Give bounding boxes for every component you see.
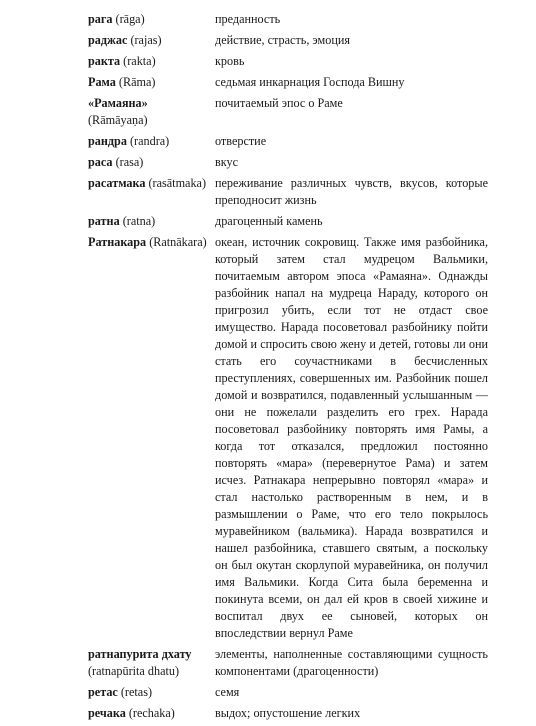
- glossary-entry: [88, 646, 488, 680]
- entry-definition: почитаемый эпос о Раме: [215, 96, 343, 110]
- term-transliteration: (randra): [129, 134, 170, 148]
- term-word: «Рамаяна»: [88, 96, 148, 110]
- glossary-entry: [88, 53, 488, 70]
- glossary-entry: [88, 154, 488, 171]
- term-word: ракта: [88, 54, 121, 68]
- entry-term: [88, 175, 215, 209]
- entry-definition: кровь: [215, 54, 245, 68]
- term-transliteration: (Rāma): [118, 75, 156, 89]
- entry-term: [88, 684, 215, 701]
- glossary-entry: [88, 11, 488, 28]
- term-word: раса: [88, 155, 113, 169]
- term-transliteration: (Rāmāyaṇa): [88, 113, 148, 127]
- entry-definition: преданность: [215, 12, 281, 26]
- term-word: расатмака: [88, 176, 146, 190]
- entry-definition: действие, страсть, эмоция: [215, 33, 351, 47]
- term-word: рага: [88, 12, 113, 26]
- glossary-entry: [88, 133, 488, 150]
- glossary-entry: [88, 213, 488, 230]
- entry-term: [88, 234, 215, 642]
- term-transliteration: (ratna): [122, 214, 156, 228]
- glossary-entry: [88, 74, 488, 91]
- entry-term: [88, 95, 215, 129]
- entry-term: [88, 213, 215, 230]
- entry-definition: седьмая инкарнация Господа Вишну: [215, 75, 405, 89]
- entry-definition: океан, источник сокровищ. Также имя разбойника, который затем стал мудрецом Вальмики, почитаемым автором эпоса «Рамаяна». Однажды разбойник напал на мудреца Нараду, которого он пригрозил убить, если тот не отдаст свое имущество. Нарада посоветовал разбойнику пойти домой и спросить свою жену и детей, готовы ли они стать его соучастниками в бесчисленных преступлениях, совершенных им. Разбойник пошел домой и возвратился, подавленный услышанным — они не пожелали разделить его грех. Нарада посоветовал разбойнику повторять имя Рамы, а когда тот отказался, предложил постоянно повторять «мара» (перевернутое Рама) и затем исчез. Ратнакара непрерывно повторял «мара» и стал настолько растворенным в нем, и в размышлении о Раме, что его тело покрылось муравейником (вальмика). Нарада возвратился и нашел разбойника, ставшего святым, а поскольку он был окутан скорлупой муравейника, он получил имя Вальмики. Когда Сита была беременна и покинута всеми, он дал ей кров в своей хижине и воспитал двух ее сыновей, которых он впоследствии вернул Раме: [215, 235, 488, 640]
- entry-term: [88, 11, 215, 28]
- glossary-entry: [88, 705, 488, 722]
- entry-term: [88, 133, 215, 150]
- term-transliteration: (rechaka): [128, 706, 175, 720]
- term-transliteration: (retas): [120, 685, 152, 699]
- entry-definition: элементы, наполненные составляющими сущность компонентами (драгоценности): [215, 647, 488, 678]
- glossary-entry: [88, 234, 488, 642]
- term-transliteration: (rasa): [115, 155, 144, 169]
- glossary-entry: [88, 32, 488, 49]
- entry-term: [88, 32, 215, 49]
- term-word: ратна: [88, 214, 120, 228]
- term-word: Ратнакара: [88, 235, 147, 249]
- glossary-list: [88, 11, 488, 726]
- entry-definition: переживание различных чувств, вкусов, которые преподносит жизнь: [215, 176, 488, 207]
- term-word: Рама: [88, 75, 116, 89]
- term-transliteration: (Ratnākara): [149, 235, 207, 249]
- entry-term: [88, 705, 215, 722]
- entry-definition: семя: [215, 685, 240, 699]
- term-transliteration: (rajas): [130, 33, 162, 47]
- entry-term: [88, 53, 215, 70]
- term-transliteration: (rasātmaka): [148, 176, 207, 190]
- entry-definition: вкус: [215, 155, 239, 169]
- term-transliteration: (rakta): [123, 54, 156, 68]
- glossary-entry: [88, 175, 488, 209]
- entry-term: [88, 646, 215, 680]
- term-word: раджас: [88, 33, 128, 47]
- term-transliteration: (ratnapūrita dhatu): [88, 664, 180, 678]
- term-word: ратнапурита дхату: [88, 647, 192, 661]
- entry-term: [88, 154, 215, 171]
- term-word: рандра: [88, 134, 127, 148]
- glossary-entry: [88, 95, 488, 129]
- glossary-entry: [88, 684, 488, 701]
- term-word: ретас: [88, 685, 118, 699]
- entry-definition: драгоценный камень: [215, 214, 323, 228]
- entry-term: [88, 74, 215, 91]
- term-word: речака: [88, 706, 126, 720]
- term-transliteration: (rāga): [115, 12, 145, 26]
- entry-definition: отверстие: [215, 134, 267, 148]
- entry-definition: выдох; опустошение легких: [215, 706, 361, 720]
